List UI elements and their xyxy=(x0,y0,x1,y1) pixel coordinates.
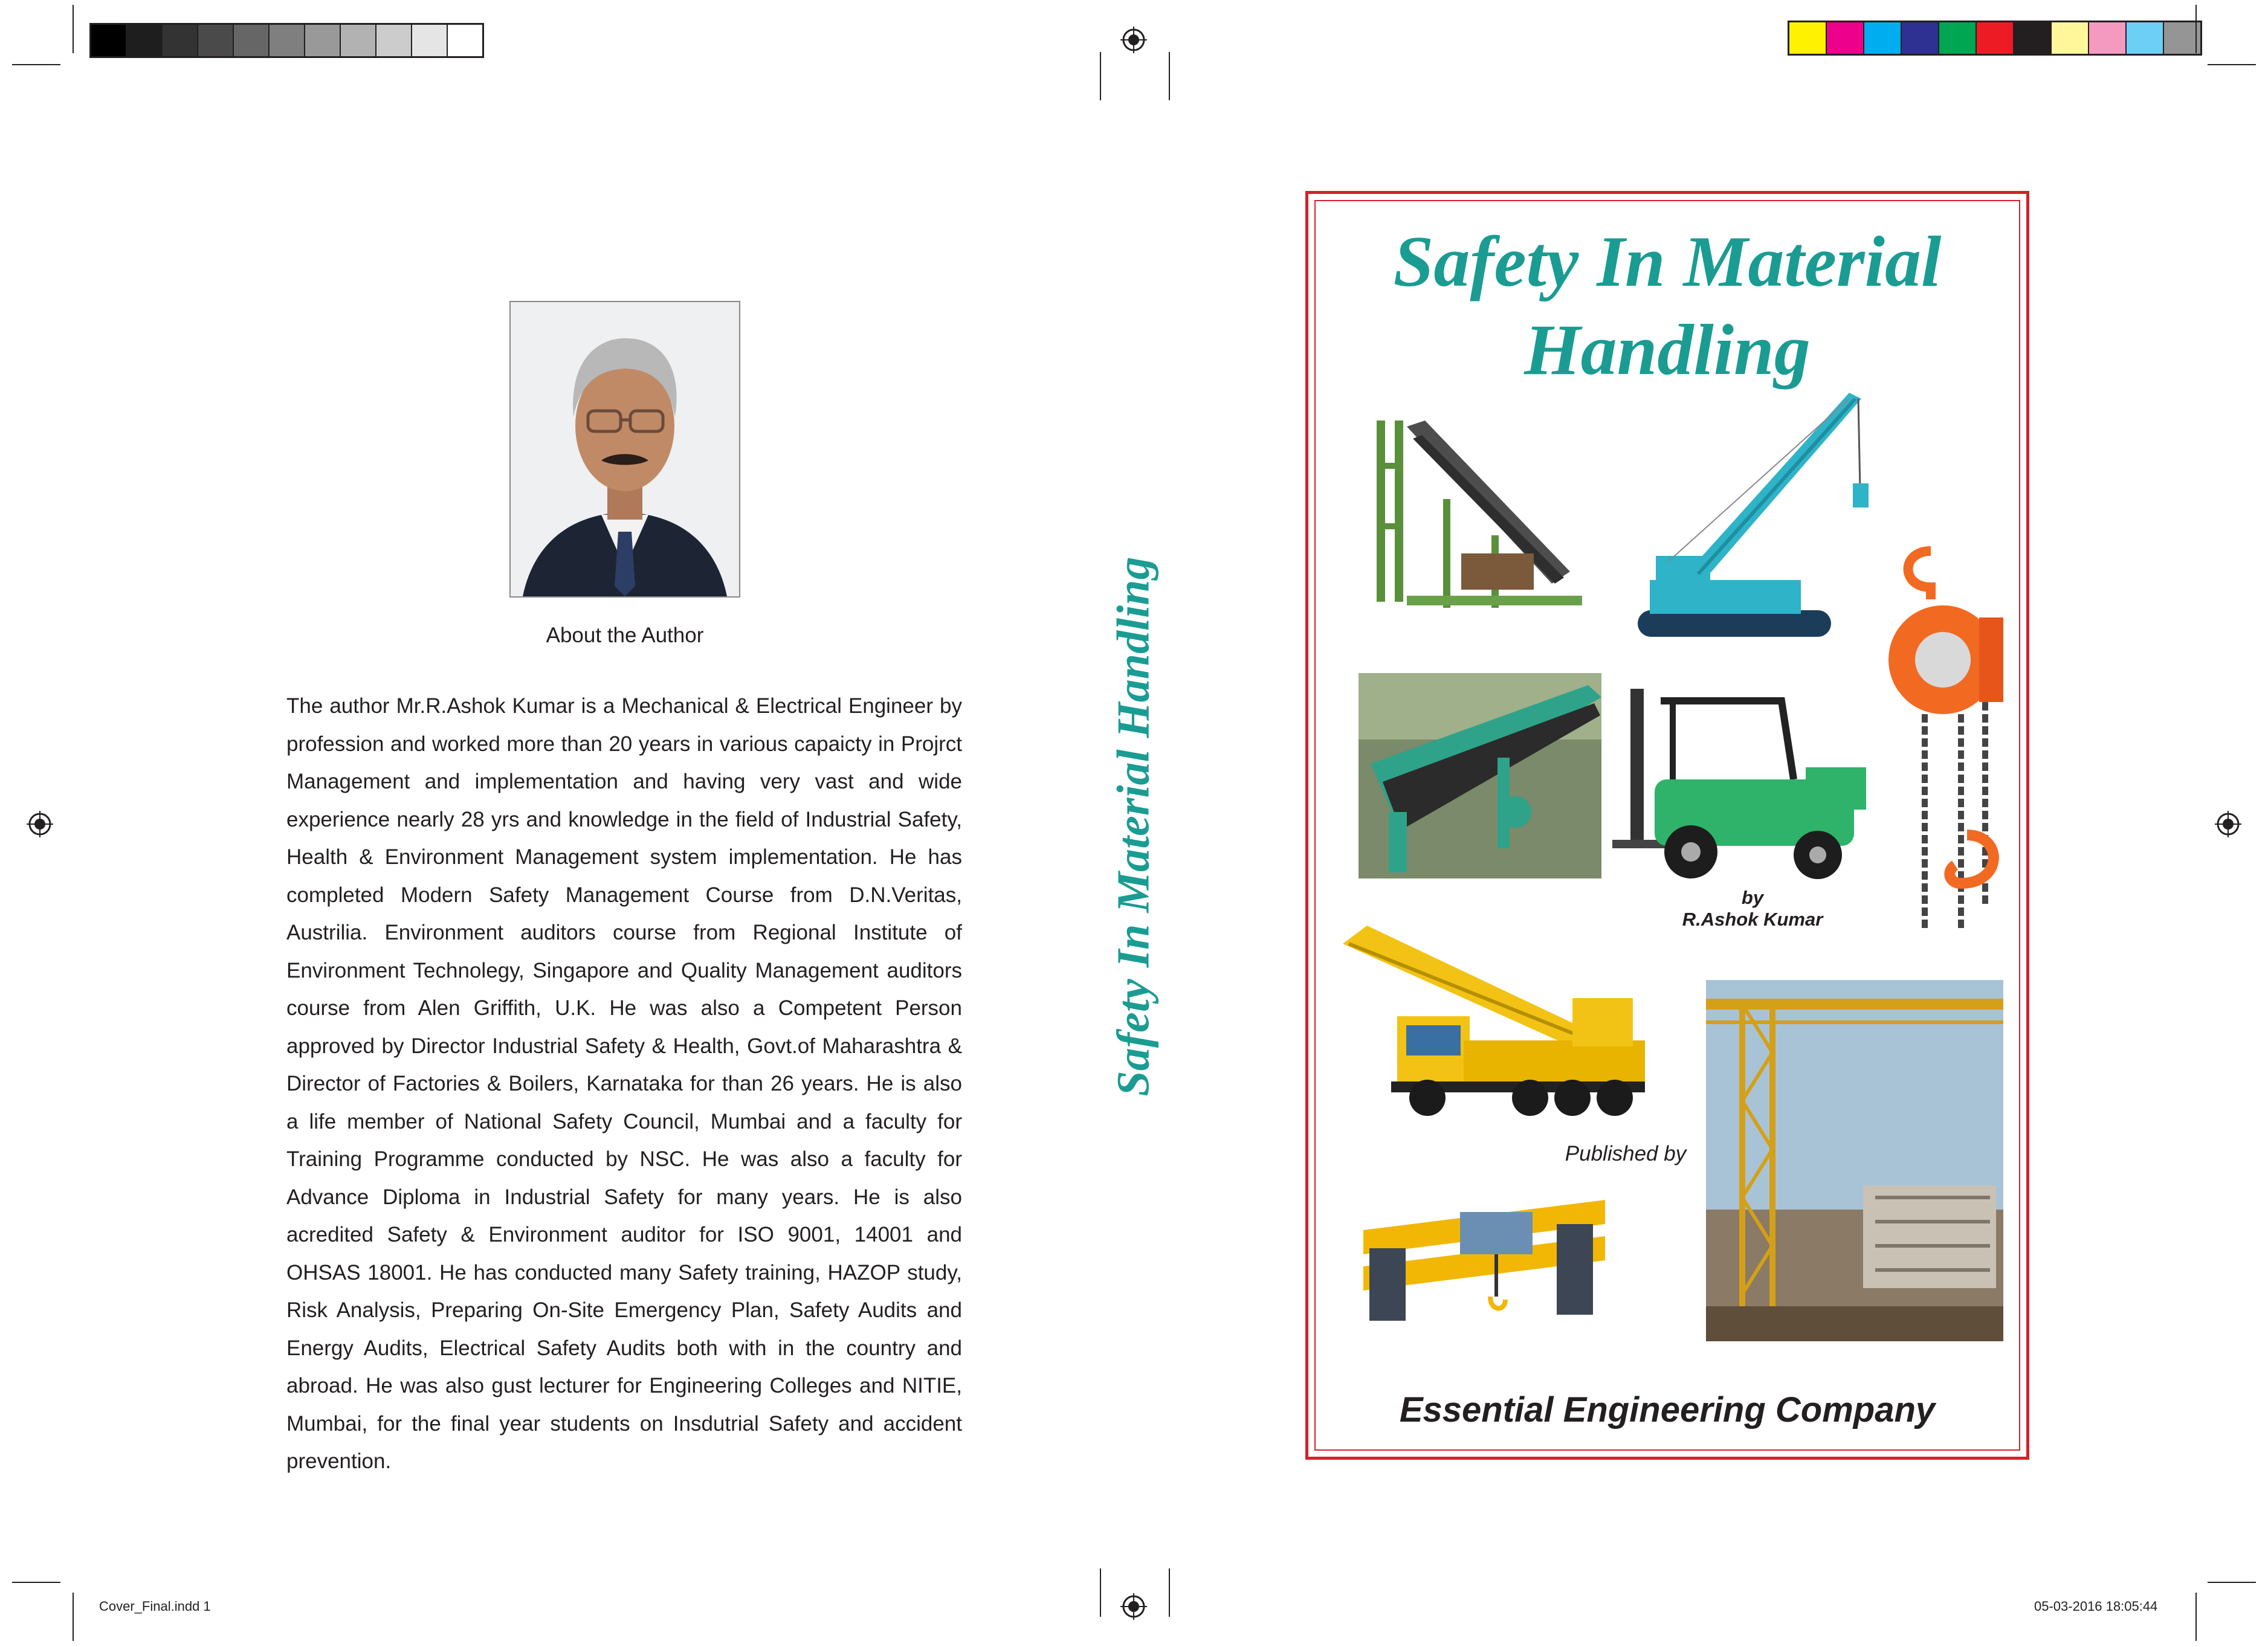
gray-swatch xyxy=(198,25,234,56)
crop-mark xyxy=(2195,5,2197,53)
color-swatch xyxy=(2014,22,2052,54)
tower-crane-site-icon xyxy=(1706,980,2003,1341)
gray-swatch xyxy=(341,25,376,56)
spine-crop-mark xyxy=(1100,1568,1101,1617)
spine-crop-mark xyxy=(1169,52,1170,100)
overhead-crane-icon xyxy=(1357,1176,1611,1333)
gray-registration-strip xyxy=(89,23,484,58)
publisher-name: Essential Engineering Company xyxy=(1399,1390,1936,1429)
front-cover-title xyxy=(1315,218,2020,394)
crop-mark xyxy=(73,5,74,53)
title-line-2: Handling xyxy=(1524,309,1811,390)
gray-swatch xyxy=(305,25,341,56)
gray-swatch xyxy=(163,25,198,56)
gray-swatch xyxy=(376,25,412,56)
crop-mark xyxy=(73,1593,74,1641)
spine-crop-mark xyxy=(1100,52,1101,100)
gray-swatch xyxy=(91,25,127,56)
gray-swatch xyxy=(127,25,163,56)
color-registration-strip xyxy=(1788,21,2202,56)
registration-target-icon xyxy=(27,811,53,837)
crop-mark xyxy=(2208,64,2256,65)
color-swatch xyxy=(2052,22,2089,54)
author-biography: The author Mr.R.Ashok Kumar is a Mechanical & Electrical Engineer by profession and worked more than 20 years in various capaicty in Projrct Management and implementation and having very vast and wide experience nearly 28 yrs and knowledge in the field of Industrial Safety, Health & Environment Management system implementation. He has completed Modern Safety Management Course from D.N.Veritas, Austrilia. Environment auditors course from Regional Institute of Environment Technolegy, Singapore and Quality Management auditors course from Alen Griffith, U.K. He was also a Competent Person approved by Director Industrial Safety & Health, Govt.of Maharashtra & Director of Factories & Boilers, Karnataka for than 26 years. He is also a life member of National Safety Council, Mumbai and a faculty for Training Programme conducted by NSC. He was also a faculty for Advance Diploma in Industrial Safety for many years. He is also acredited Safety & Environment auditor for ISO 9001, 14001 and OHSAS 18001. He has conducted many Safety training, HAZOP study, Risk Analysis, Preparing On-Site Emergency Plan, Safety Audits and Energy Audits, Electrical Safety Audits both with in the country and abroad. He was also gust lecturer for Engineering Colleges and NITIE, Mumbai, for the final year students on Insdutrial Safety and accident prevention. xyxy=(286,694,962,1473)
color-swatch xyxy=(1977,22,2014,54)
crawler-crane-icon xyxy=(1632,381,1892,653)
registration-target-icon xyxy=(2215,811,2241,837)
author-byline xyxy=(1650,887,1855,930)
color-swatch xyxy=(1939,22,1977,54)
color-swatch xyxy=(1902,22,1939,54)
gray-swatch xyxy=(448,25,482,56)
gray-swatch xyxy=(412,25,448,56)
color-swatch xyxy=(2164,22,2200,54)
belt-conveyor-icon xyxy=(1359,673,1601,878)
by-label: by xyxy=(1741,887,1764,908)
color-swatch xyxy=(1827,22,1864,54)
inclined-conveyor-icon xyxy=(1371,414,1588,620)
about-author-caption: About the Author xyxy=(546,624,704,647)
registration-target-icon xyxy=(1120,27,1147,53)
forklift-icon xyxy=(1612,683,1884,882)
crop-mark xyxy=(12,64,60,65)
author-name: R.Ashok Kumar xyxy=(1682,909,1823,930)
chain-hoist-icon xyxy=(1888,545,2015,938)
spine-crop-mark xyxy=(1169,1568,1170,1617)
color-swatch xyxy=(2089,22,2127,54)
registration-target-icon xyxy=(1120,1593,1147,1620)
crop-mark xyxy=(12,1582,60,1583)
slug-file-name: Cover_Final.indd 1 xyxy=(99,1599,211,1614)
color-swatch xyxy=(1789,22,1827,54)
spine-title: Safety In Material Handling xyxy=(1108,556,1159,1097)
author-photo xyxy=(509,301,740,598)
mobile-crane-icon xyxy=(1331,920,1657,1119)
crop-mark xyxy=(2208,1582,2256,1583)
gray-swatch xyxy=(234,25,270,56)
gray-swatch xyxy=(270,25,305,56)
published-by-label: Published by xyxy=(1565,1142,1687,1165)
author-portrait-icon xyxy=(511,302,739,596)
slug-date-time: 05-03-2016 18:05:44 xyxy=(2034,1599,2158,1614)
color-swatch xyxy=(1864,22,1902,54)
color-swatch xyxy=(2127,22,2164,54)
title-line-1: Safety In Material xyxy=(1393,221,1942,301)
crop-mark xyxy=(2195,1593,2197,1641)
